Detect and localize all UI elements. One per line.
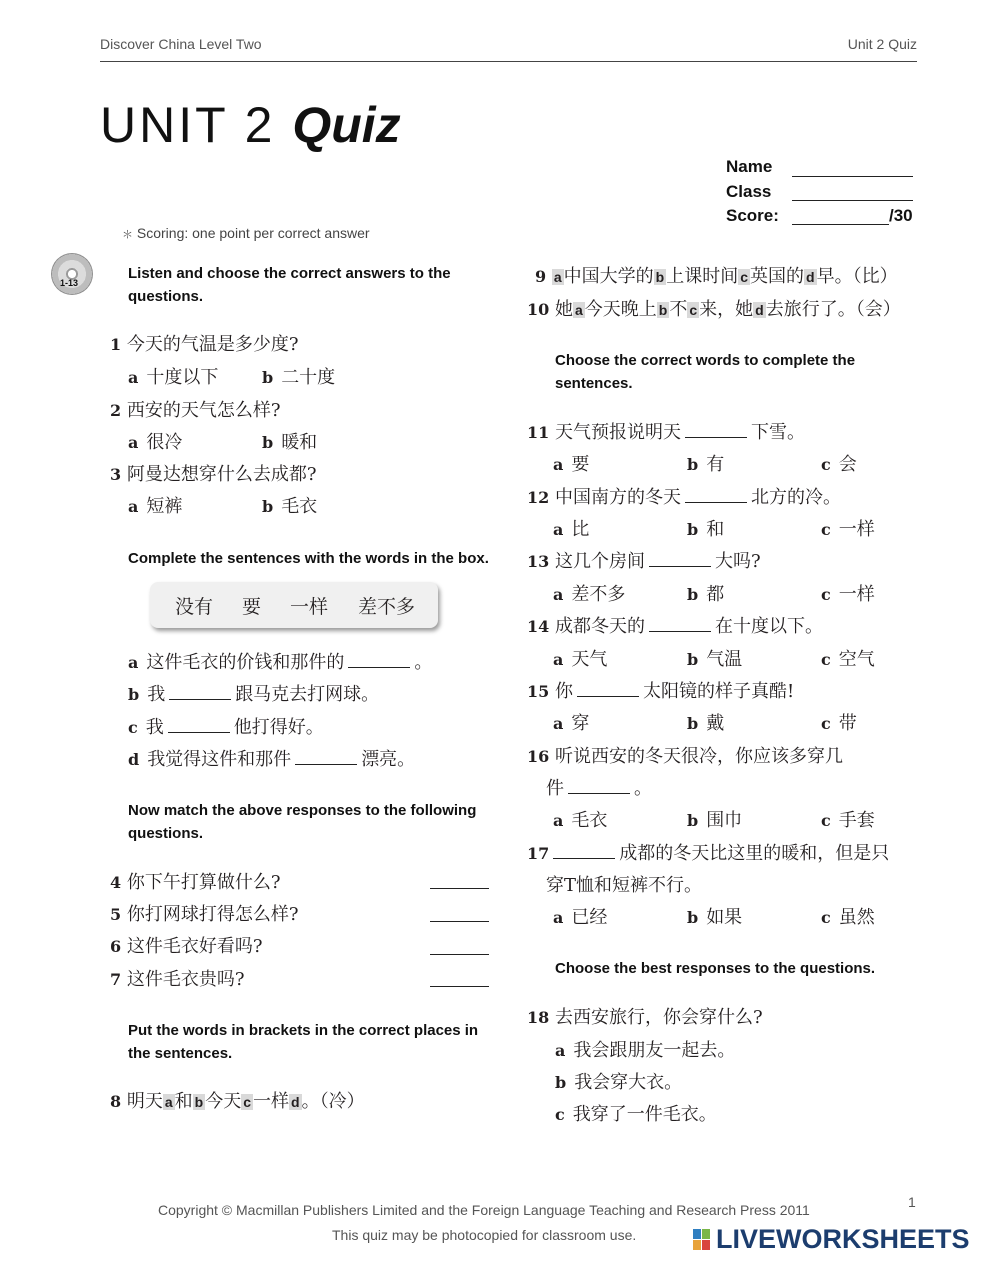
question-text: 你 [555, 681, 573, 702]
question-12 [527, 483, 841, 509]
sentence-text: 我 [145, 717, 164, 738]
q13-option-b[interactable]: b 都 [687, 584, 725, 605]
title-unit: UNIT 2 [100, 97, 276, 153]
score-total: /30 [889, 206, 913, 225]
answer-blank[interactable] [685, 488, 747, 503]
option-text: 毛衣 [571, 810, 608, 831]
question-9 [535, 262, 898, 288]
q14-option-b[interactable]: b 气温 [687, 649, 743, 670]
question-text: 这件毛衣好看吗? [126, 936, 263, 957]
question-text: 听说西安的冬天很冷，你应该多穿几 [555, 746, 843, 767]
option-text: 如果 [706, 907, 743, 928]
box-word: 差不多 [358, 596, 416, 618]
question-10 [527, 295, 901, 321]
option-text: 戴 [706, 713, 725, 734]
option-text: 比 [571, 519, 590, 540]
q17-option-b[interactable]: b 如果 [687, 907, 743, 928]
option-text: 暖和 [281, 432, 318, 453]
question-number: 7 [110, 970, 122, 989]
scoring-note-text: Scoring: one point per correct answer [136, 225, 370, 241]
q17-option-c[interactable]: c 虽然 [821, 907, 875, 928]
sentence-letter: b [128, 685, 140, 704]
question-text: 今天的气温是多少度? [126, 334, 299, 355]
question-number: 14 [527, 617, 550, 636]
scoring-note [122, 225, 370, 242]
class-field[interactable] [792, 200, 913, 201]
sentence-text: 我 [147, 684, 166, 705]
question-text: 今天晚上 [584, 299, 657, 320]
slot-a-marker[interactable]: a [553, 269, 562, 285]
question-number: 6 [110, 937, 122, 956]
box-word: 没有 [175, 596, 214, 618]
page-title [100, 96, 401, 154]
question-17-line2 [546, 871, 702, 897]
option-text: 我穿了一件毛衣。 [572, 1104, 717, 1125]
sentence-d [128, 745, 415, 771]
audio-track-label: 1-13 [60, 278, 79, 288]
slot-a-marker[interactable]: a [575, 302, 583, 318]
option-text: 围巾 [706, 810, 743, 831]
option-text: 二十度 [281, 367, 336, 388]
box-word: 一样 [290, 596, 329, 618]
question-number: 3 [110, 465, 122, 484]
question-number: 5 [110, 905, 122, 924]
slot-a-marker[interactable]: a [164, 1094, 173, 1110]
question-text: 一样 [253, 1091, 290, 1112]
question-text: 不 [669, 299, 688, 320]
question-number: 11 [527, 423, 550, 442]
option-text: 一样 [838, 584, 875, 605]
question-text: 。（冷） [301, 1091, 365, 1112]
sentence-c [128, 713, 324, 739]
slot-b-marker[interactable]: b [655, 269, 665, 285]
question-text: 大吗? [715, 551, 761, 572]
option-text: 天气 [571, 649, 608, 670]
option-text: 空气 [838, 649, 875, 670]
name-field[interactable] [792, 176, 913, 177]
q16-option-a[interactable]: a 毛衣 [553, 810, 608, 831]
section4-instruction: Put the words in brackets in the correct places in the sentences. [128, 1022, 479, 1062]
sentence-letter: c [128, 718, 138, 737]
question-text: 英国的 [750, 266, 805, 287]
slot-b-marker[interactable]: b [658, 302, 668, 318]
option-text: 带 [838, 713, 857, 734]
q13-option-a[interactable]: a 差不多 [553, 584, 626, 605]
option-text: 十度以下 [146, 367, 219, 388]
q12-option-a[interactable]: a 比 [553, 519, 590, 540]
option-text: 毛衣 [281, 496, 318, 517]
question-number: 13 [527, 552, 550, 571]
sentence-letter: a [128, 653, 139, 672]
q12-option-b[interactable]: b 和 [687, 519, 725, 540]
slot-d-marker[interactable]: d [755, 302, 764, 318]
question-text: 上课时间 [666, 266, 739, 287]
option-text: 我会穿大衣。 [574, 1072, 683, 1093]
question-number: 12 [527, 488, 550, 507]
sentence-text: 漂亮。 [361, 749, 416, 770]
q11-option-b[interactable]: b 有 [687, 454, 725, 475]
q7-answer-blank[interactable] [430, 986, 489, 987]
question-text: 下雪。 [751, 422, 805, 443]
audio-cd-icon[interactable] [51, 253, 93, 295]
q15-option-c[interactable]: c 带 [821, 713, 857, 734]
question-number: 4 [110, 873, 122, 892]
question-16 [527, 742, 843, 768]
question-text: 去旅行了。（会） [765, 299, 901, 320]
question-text: 这几个房间 [555, 551, 645, 572]
question-text: 早。（比） [816, 266, 898, 287]
question-text: 成都的冬天比这里的暖和，但是只 [619, 843, 890, 864]
answer-blank[interactable] [553, 844, 615, 859]
q2-option-b[interactable]: b 暖和 [262, 432, 318, 453]
option-text: 虽然 [838, 907, 875, 928]
header-quiz-label: Unit 2 Quiz [847, 36, 917, 52]
slot-b-marker[interactable]: b [194, 1094, 204, 1110]
q15-option-b[interactable]: b 戴 [687, 713, 725, 734]
section5-instruction: Choose the correct words to complete the sentences. [555, 352, 856, 392]
option-text: 都 [706, 584, 725, 605]
answer-blank[interactable] [169, 685, 231, 700]
question-13 [527, 547, 761, 573]
option-text: 手套 [838, 810, 875, 831]
question-text: 中国南方的冬天 [555, 487, 681, 508]
sentence-text: 这件毛衣的价钱和那件的 [146, 652, 345, 673]
section1-instruction: Listen and choose the correct answers to the questions. [128, 265, 451, 305]
box-word: 要 [242, 596, 262, 618]
q1-option-b[interactable]: b 二十度 [262, 367, 336, 388]
question-text: 西安的天气怎么样? [126, 400, 281, 421]
question-8 [110, 1087, 365, 1113]
option-text: 气温 [706, 649, 743, 670]
liveworksheets-watermark[interactable]: LIVEWORKSHEETS [716, 1224, 970, 1254]
slot-c-marker[interactable]: c [689, 302, 698, 318]
q2-option-a[interactable]: a 很冷 [128, 432, 183, 453]
question-14 [527, 612, 823, 638]
option-text: 差不多 [571, 584, 626, 605]
q3-option-b[interactable]: b 毛衣 [262, 496, 318, 517]
question-2 [110, 396, 281, 422]
question-text: 中国大学的 [563, 266, 654, 287]
question-text: 北方的冷。 [751, 487, 841, 508]
sentence-text: 他打得好。 [233, 717, 324, 738]
q14-option-c[interactable]: c 空气 [821, 649, 875, 670]
question-number: 9 [535, 267, 547, 286]
sentence-letter: d [128, 750, 140, 769]
sentence-text: 跟马克去打网球。 [235, 684, 380, 705]
question-3 [110, 460, 317, 486]
question-text: 。 [634, 778, 652, 799]
question-number: 1 [110, 335, 122, 354]
question-18 [527, 1003, 763, 1029]
question-text: 天气预报说明天 [555, 422, 681, 443]
option-text: 和 [706, 519, 725, 540]
q14-option-a[interactable]: a 天气 [553, 649, 608, 670]
q1-option-a[interactable]: a 十度以下 [128, 367, 219, 388]
question-text: 这件毛衣贵吗? [126, 969, 245, 990]
question-text: 你下午打算做什么? [126, 872, 281, 893]
q5-answer-blank[interactable] [430, 921, 489, 922]
q4-answer-blank[interactable] [430, 888, 489, 889]
question-5 [110, 900, 299, 926]
q16-option-b[interactable]: b 围巾 [687, 810, 743, 831]
option-text: 穿 [571, 713, 590, 734]
question-text: 今天 [205, 1091, 242, 1112]
section3-instruction: Now match the above responses to the following questions. [128, 802, 477, 842]
question-number: 2 [110, 401, 122, 420]
question-15 [527, 677, 794, 703]
header-rule [100, 61, 917, 62]
q16-option-c[interactable]: c 手套 [821, 810, 875, 831]
scoring-bullet: ＊ [122, 229, 133, 241]
answer-blank[interactable] [568, 779, 630, 794]
score-label: Score: [726, 206, 779, 225]
answer-blank[interactable] [348, 653, 410, 668]
q12-option-c[interactable]: c 一样 [821, 519, 875, 540]
answer-blank[interactable] [649, 617, 711, 632]
slot-d-marker[interactable]: d [806, 269, 815, 285]
question-text: 阿曼达想穿什么去成都? [126, 464, 317, 485]
question-text: 和 [174, 1091, 193, 1112]
q17-option-a[interactable]: a 已经 [553, 907, 608, 928]
option-text: 短裤 [146, 496, 183, 517]
option-text: 有 [706, 454, 725, 475]
q3-option-a[interactable]: a 短裤 [128, 496, 183, 517]
sentence-b [128, 680, 379, 706]
answer-blank[interactable] [685, 423, 747, 438]
question-1 [110, 330, 299, 356]
slot-c-marker[interactable]: c [740, 269, 749, 285]
question-text: 明天 [126, 1091, 163, 1112]
question-text: 太阳镜的样子真酷! [643, 681, 795, 702]
question-number: 15 [527, 682, 550, 701]
footer-photocopy: This quiz may be photocopied for classroom use. [332, 1227, 637, 1243]
question-text: 在十度以下。 [715, 616, 823, 637]
section6-instruction: Choose the best responses to the questions. [555, 960, 876, 977]
title-quiz: Quiz [292, 97, 401, 153]
question-4 [110, 868, 281, 894]
q18-option-a[interactable]: a 我会跟朋友一起去。 [555, 1040, 736, 1061]
answer-blank[interactable] [295, 750, 357, 765]
q11-option-c[interactable]: c 会 [821, 454, 857, 475]
question-number: 18 [527, 1008, 550, 1027]
question-text: 穿T恤和短裤不行。 [546, 875, 703, 896]
question-17 [527, 839, 889, 865]
q18-option-c[interactable]: c 我穿了一件毛衣。 [555, 1104, 717, 1125]
word-box [150, 582, 438, 628]
section2-instruction: Complete the sentences with the words in the box. [128, 550, 489, 567]
question-text: 去西安旅行，你会穿什么? [555, 1007, 763, 1028]
liveworksheets-logo-icon [693, 1229, 711, 1251]
question-text: 件 [546, 778, 564, 799]
page-number: 1 [908, 1194, 916, 1210]
answer-blank[interactable] [577, 682, 639, 697]
q15-option-a[interactable]: a 穿 [553, 713, 590, 734]
question-6 [110, 932, 263, 958]
slot-d-marker[interactable]: d [291, 1094, 300, 1110]
question-text: 成都冬天的 [555, 616, 645, 637]
question-7 [110, 965, 245, 991]
option-text: 很冷 [146, 432, 183, 453]
class-label: Class [726, 182, 772, 201]
question-number: 8 [110, 1092, 122, 1111]
score-field[interactable] [792, 224, 889, 225]
option-text: 一样 [838, 519, 875, 540]
sentence-a [128, 648, 432, 674]
question-text: 她 [555, 299, 573, 320]
q6-answer-blank[interactable] [430, 954, 489, 955]
answer-blank[interactable] [649, 552, 711, 567]
slot-c-marker[interactable]: c [243, 1094, 252, 1110]
answer-blank[interactable] [168, 718, 230, 733]
question-11 [527, 418, 805, 444]
question-text: 来，她 [699, 299, 754, 320]
q18-option-b[interactable]: b 我会穿大衣。 [555, 1072, 683, 1093]
q13-option-c[interactable]: c 一样 [821, 584, 875, 605]
question-16-line2 [546, 774, 652, 800]
footer-copyright: Copyright © Macmillan Publishers Limited and the Foreign Language Teaching and Research Press 2011 [158, 1202, 810, 1218]
sentence-text: 我觉得这件和那件 [147, 749, 292, 770]
option-text: 会 [838, 454, 857, 475]
q11-option-a[interactable]: a 要 [553, 454, 590, 475]
option-text: 已经 [571, 907, 608, 928]
header-book-title: Discover China Level Two [100, 36, 262, 52]
question-number: 17 [527, 844, 550, 863]
question-text: 你打网球打得怎么样? [126, 904, 299, 925]
option-text: 我会跟朋友一起去。 [573, 1040, 736, 1061]
option-text: 要 [571, 454, 590, 475]
question-number: 16 [527, 747, 550, 766]
sentence-text: 。 [414, 652, 433, 673]
question-number: 10 [527, 300, 550, 319]
name-label: Name [726, 157, 773, 176]
